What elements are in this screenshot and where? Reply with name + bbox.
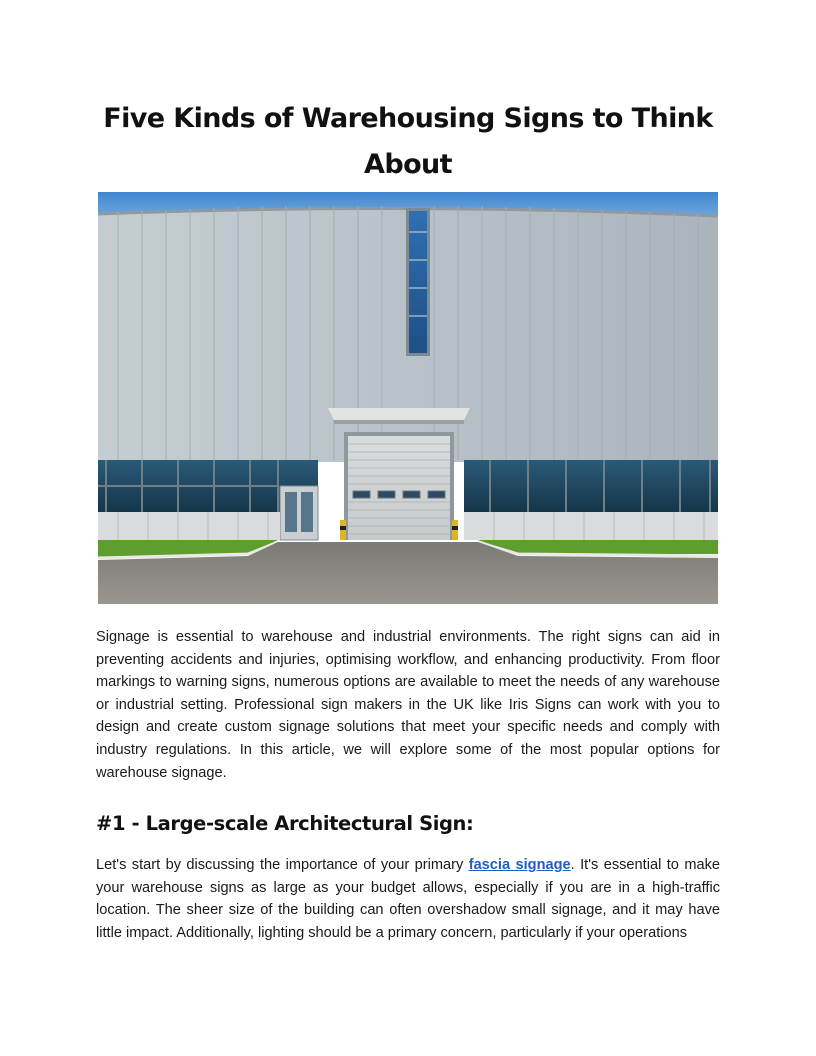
intro-paragraph: Signage is essential to warehouse and industrial environments. The right signs can aid in preventing accidents and injuries, optimising workflow, and enhancing productivity. From floor markings to warning signs, numerous options are available to meet the needs of any warehouse or industrial setting. Professional sign makers in the UK like Iris Signs can work with you to design and create custom signage solutions that meet your specific needs and comply with industry regulations. In this article, we will explore some of the most popular options for warehouse signage. [96,629,720,781]
page-title: Five Kinds of Warehousing Signs to Think About [103,103,713,180]
fascia-signage-link[interactable]: fascia signage [468,857,571,873]
section-text-after-link: . It's essential to make your warehouse signs as large as your budget allows, especially if you are in a high-traffic location. The sheer size of the building can often overshadow small signage, and it may have little impact. Additionally, lighting should be a primary concern, particularly if your operations [96,857,721,941]
warehouse-photo [98,192,718,604]
section-text-before-link: Let's start by discussing the importance of your primary [96,857,469,873]
section-heading-large-scale-architectural-sign: #1 - Large-scale Architectural Sign: [96,812,474,835]
section-paragraph [96,854,720,944]
